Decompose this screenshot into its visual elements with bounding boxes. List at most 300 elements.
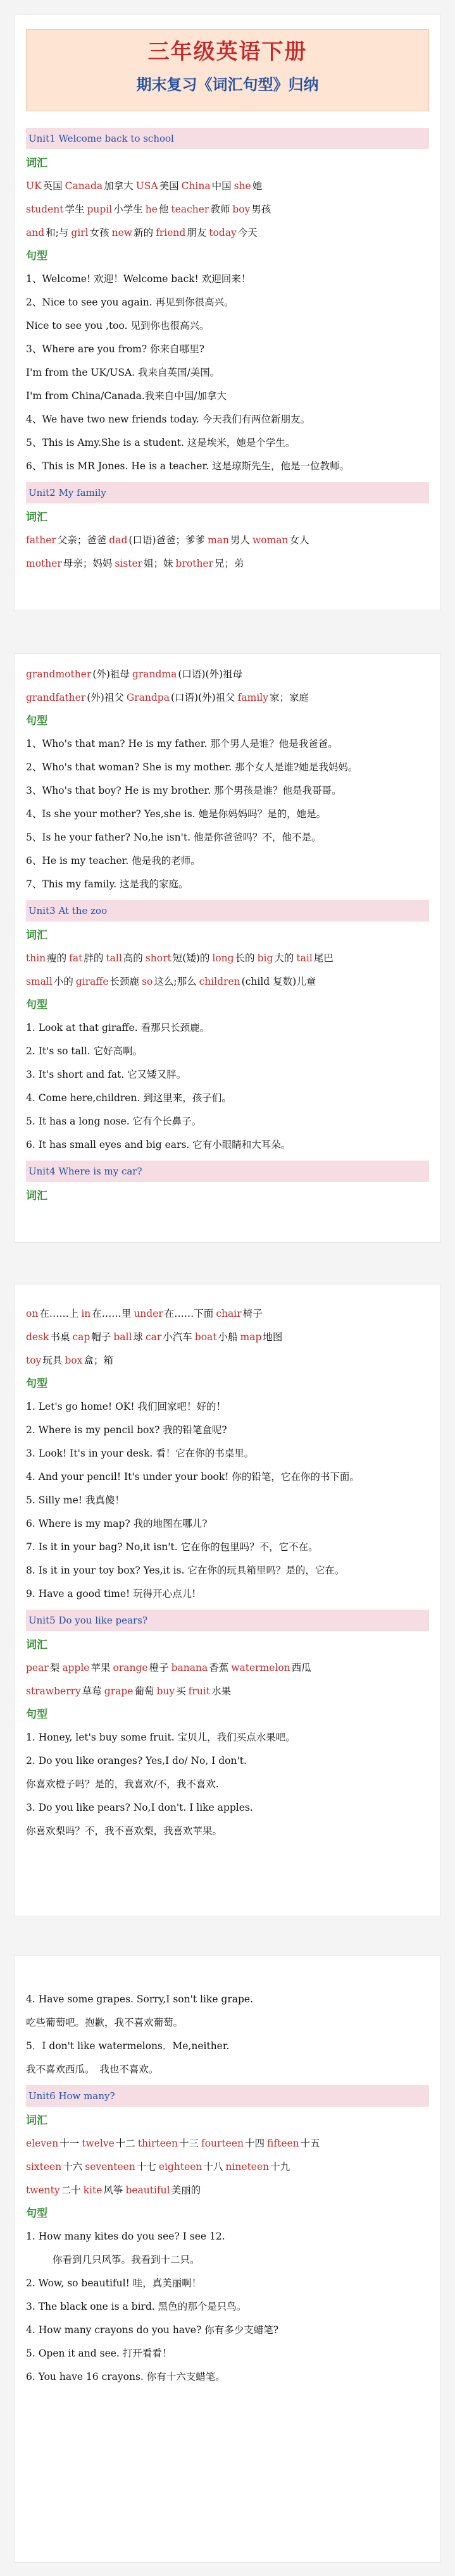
vocab-word: he [145,204,158,215]
vocab-word: strawberry [26,1685,81,1697]
pattern-label: 句型 [26,1708,47,1721]
vocab-meaning: 大的 [274,952,294,964]
vocab-meaning: 小船 [218,1331,238,1343]
vocab-meaning: 朋友 [187,227,207,238]
vocab-item [26,669,131,680]
vocab-item [146,204,170,215]
vocab-meaning: 地图 [263,1331,283,1343]
vocab-row [26,529,429,552]
vocab-word: nineteen [225,2161,270,2172]
vocab-word: tail [296,952,313,964]
title-header [26,29,429,111]
vocab-meaning: 十八 [203,2161,223,2172]
vocab-meaning: 小汽车 [163,1331,192,1343]
vocab-meaning: (口语)(外)祖母 [178,669,243,680]
sentence-line: 1、Welcome! 欢迎！Welcome back! 欢迎回来！ [26,273,251,285]
vocab-meaning: 香蕉 [209,1662,229,1673]
vocab-word: toy [26,1355,42,1366]
vocab-row [26,221,429,245]
vocab-meaning: 新的 [134,227,154,238]
vocab-meaning: 男孩 [251,204,271,215]
vocab-meaning: 梨 [49,1662,60,1673]
vocab-row [26,2132,429,2155]
vocab-meaning: 高的 [123,952,143,964]
vocab-row [26,970,429,994]
vocab-item [212,952,256,964]
vocab-item [146,952,211,964]
vocab-meaning: 球 [133,1331,143,1343]
sentence-line: 2、Nice to see you again. 再见到你很高兴。 [26,297,234,308]
vocab-word: mother [26,558,62,569]
vocab-item [171,1662,230,1673]
vocab-meaning: 父亲；爸爸 [57,534,107,546]
vocab-meaning: 在……下面 [164,1308,214,1319]
vocab-word: dad [109,534,128,546]
vocab-meaning: 十四 [245,2138,265,2149]
vocab-word: eleven [26,2138,59,2149]
vocab-word: apple [62,1662,90,1673]
vocab-word: in [81,1308,91,1319]
vocab-word: twelve [82,2138,115,2149]
vocab-word: student [26,204,64,215]
vocab-item [26,2138,80,2149]
sentence-block [26,1016,429,1157]
vocab-item [76,976,140,987]
vocab-item [26,558,113,569]
vocab-meaning: 风筝 [103,2185,123,2196]
vocab-word: girl [71,227,89,238]
vocab-word: chair [216,1308,242,1319]
vocab-word: brother [175,558,214,569]
vocab-word: long [212,952,234,964]
vocab-word: sister [115,558,143,569]
card-4 [14,1956,441,2563]
vocab-meaning: 和;与 [46,227,69,238]
vocab-meaning: (child 复数)儿童 [241,976,316,987]
pattern-label: 句型 [26,715,47,727]
vocab-row [26,1326,429,1349]
sentence-line: 1. How many kites do you see? I see 12. [26,2231,225,2242]
vocab-block [26,2132,429,2202]
vocab-item [113,1662,170,1673]
vocab-meaning: 西瓜 [291,1662,311,1673]
vocab-word: thin [26,952,46,964]
vocab-word: buy [156,1685,175,1697]
vocab-item [216,1308,263,1319]
vocab-meaning: 小的 [53,976,73,987]
vocab-item [209,227,259,238]
vocab-word: woman [252,534,289,546]
vocab-block [26,175,429,245]
sentence-line: 2. Do you like oranges? Yes,I do/ No, I don't. [26,1755,247,1766]
vocab-meaning: 椅子 [242,1308,263,1319]
card-2 [14,653,441,1243]
vocab-item [127,692,237,703]
vocab-word: China [181,180,211,192]
vocab-meaning: 买 [176,1685,186,1697]
sentence-line: 1、Who's that man? He is my father. 那个男人是谁？他是我爸爸。 [26,738,338,749]
vocab-meaning: 帽子 [91,1331,111,1343]
sentence-line: 4. And your pencil! It's under your book! 你的铅笔，它在你的书下面。 [26,1471,359,1482]
pattern-label: 句型 [26,250,47,262]
vocab-word: under [134,1308,163,1319]
vocab-meaning: 他 [158,204,169,215]
vocab-meaning: 美丽的 [171,2185,201,2196]
vocab-word: short [145,952,171,964]
vocab-item [104,1685,156,1697]
vocab-item [171,204,231,215]
vocab-row [26,1302,429,1326]
vocab-word: man [208,534,229,546]
vocab-block [26,529,429,576]
sentence-line: 7. Is it in your bag? No,it isn't. 它在你的包里吗？不，它不在。 [26,1541,318,1553]
sentence-block [26,1395,429,1606]
vocab-item [225,2161,291,2172]
vocab-item [26,180,64,192]
vocab-word: twenty [26,2185,60,2196]
vocab-item [199,976,318,987]
vocab-item [267,2138,321,2149]
card-3 [14,1284,441,1916]
vocab-row [26,686,429,710]
vocab-word: grape [104,1685,134,1697]
vocab-meaning: 母亲；妈妈 [63,558,113,569]
vocab-meaning: 加拿大 [104,180,134,192]
vocab-row [26,947,429,970]
vocab-label: 词汇 [26,2114,47,2127]
vocab-item [65,180,135,192]
vocab-item [112,227,154,238]
vocab-word: desk [26,1331,49,1343]
sentence-line: 1. Look at that giraffe. 看那只长颈鹿。 [26,1022,210,1033]
vocab-word: UK [26,180,42,192]
page-subtitle: 期末复习《词汇句型》归纳 [136,76,319,94]
vocab-item [156,1685,187,1697]
vocab-word: grandmother [26,669,92,680]
unit-header: Unit5 Do you like pears? [26,1610,429,1631]
sentence-line: 4. Have some grapes. Sorry,I son't like grape. [26,1994,254,2005]
vocab-item [26,952,68,964]
vocab-item [26,204,86,215]
vocab-row [26,2155,429,2179]
sentence-line: Nice to see you ,too. 见到你也很高兴。 [26,320,209,331]
vocab-item [132,669,244,680]
sentence-line: 你喜欢梨吗？不，我不喜欢梨，我喜欢苹果。 [26,1825,223,1837]
sentence-block [26,2225,429,2389]
vocab-block [26,1302,429,1372]
vocab-item [26,976,75,987]
vocab-label: 词汇 [26,157,47,169]
unit-header: Unit2 My family [26,482,429,503]
vocab-item [138,2138,200,2149]
sentence-line: 6. It has small eyes and big ears. 它有小眼睛和大耳朵。 [26,1139,291,1150]
vocab-item [26,227,70,238]
vocab-word: fifteen [267,2138,299,2149]
vocab-item [234,180,264,192]
sentence-line: 4、Is she your mother? Yes,she is. 她是你妈妈吗？是的，她是。 [26,808,327,820]
vocab-item [240,1331,284,1343]
sentence-line: 5. Silly me! 我真傻！ [26,1494,125,1506]
vocab-item [81,1308,132,1319]
vocab-label: 词汇 [26,929,47,942]
vocab-label: 词汇 [26,1190,47,1202]
vocab-meaning: 十九 [270,2161,290,2172]
sentence-line: 5. It has a long nose. 它有个长鼻子。 [26,1116,202,1127]
sentence-block [26,1726,429,1843]
vocab-word: teacher [171,204,209,215]
vocab-meaning: 苹果 [90,1662,111,1673]
vocab-meaning: 中国 [211,180,232,192]
vocab-block [26,663,429,710]
vocab-meaning: 她 [252,180,263,192]
sentence-line: 8. Is it in your toy box? Yes,it is. 它在你的玩具箱里吗？是的，它在。 [26,1565,345,1576]
unit-header: Unit4 Where is my car? [26,1161,429,1182]
vocab-word: new [111,227,133,238]
sentence-line: 6、This is MR Jones. He is a teacher. 这是琼斯先生，他是一位教师。 [26,460,350,472]
vocab-meaning: 二十 [61,2185,81,2196]
vocab-word: big [257,952,273,964]
vocab-meaning: 水果 [211,1685,232,1697]
vocab-item [26,1308,80,1319]
vocab-meaning: 今天 [237,227,258,238]
vocab-word: children [199,976,240,987]
vocab-meaning: 教师 [210,204,230,215]
vocab-meaning: 短(矮)的 [172,952,210,964]
pattern-label: 句型 [26,1377,47,1390]
vocab-item [208,534,251,546]
vocab-item [84,2185,125,2196]
vocab-meaning: 女人 [289,534,309,546]
vocab-word: fourteen [201,2138,244,2149]
vocab-meaning: (口语)爸爸；爹爹 [128,534,205,546]
vocab-meaning: 十二 [115,2138,135,2149]
sentence-line: 2、Who's that woman? She is my mother. 那个女人是谁?她是我妈妈。 [26,761,358,773]
vocab-row [26,198,429,221]
sentence-line: 3、Who's that boy? He is my brother. 那个男孩是谁？他是我哥哥。 [26,785,342,796]
vocab-item [113,1331,144,1343]
vocab-word: small [26,976,53,987]
sentence-line: 6. Where is my map? 我的地图在哪儿? [26,1518,208,1529]
vocab-word: on [26,1308,39,1319]
vocab-meaning: 瘦的 [47,952,67,964]
vocab-word: sixteen [26,2161,62,2172]
vocab-block [26,1656,429,1703]
vocab-row [26,552,429,576]
vocab-meaning: 十七 [136,2161,156,2172]
sentence-line: I'm from the UK/USA. 我来自英国/美国。 [26,367,220,378]
vocab-meaning: 兄；弟 [215,558,244,569]
vocab-word: cap [72,1331,90,1343]
vocab-meaning: 十五 [300,2138,320,2149]
vocab-item [296,952,334,964]
vocab-word: boy [232,204,251,215]
vocab-word: tall [106,952,122,964]
vocab-word: pear [26,1662,49,1673]
vocab-item [156,227,208,238]
vocab-word: banana [171,1662,208,1673]
vocab-row [26,1349,429,1372]
sentence-block [26,268,429,478]
vocab-item [201,2138,266,2149]
vocab-word: kite [83,2185,103,2196]
vocab-word: seventeen [85,2161,135,2172]
vocab-meaning: 胖的 [84,952,104,964]
vocab-word: today [209,227,237,238]
vocab-meaning: 在……里 [92,1308,132,1319]
vocab-item [182,180,233,192]
vocab-word: orange [113,1662,148,1673]
vocab-row [26,1656,429,1680]
vocab-label: 词汇 [26,511,47,524]
sentence-line: 4. How many crayons do you have? 你有多少支蜡笔? [26,2324,279,2336]
vocab-item [82,2138,137,2149]
sentence-block [26,732,429,896]
vocab-meaning: 英国 [42,180,63,192]
vocab-word: watermelon [231,1662,290,1673]
vocab-item [238,692,310,703]
sentence-line: 1. Honey, let's buy some fruit. 宝贝儿，我们买点水果吧。 [26,1732,296,1743]
vocab-item [125,2185,202,2196]
unit-header: Unit6 How many? [26,2085,429,2107]
vocab-meaning: 长的 [235,952,255,964]
sentence-line: 3、Where are you from? 你来自哪里? [26,343,204,355]
vocab-meaning: (口语)(外)祖父 [170,692,235,703]
vocab-word: giraffe [75,976,109,987]
vocab-meaning: 玩具 [42,1355,63,1366]
sentence-line: 3. The black one is a bird. 黑色的那个是只鸟。 [26,2301,247,2312]
vocab-word: family [237,692,269,703]
vocab-item [26,2185,82,2196]
vocab-item [252,534,311,546]
vocab-item [26,1662,61,1673]
vocab-item [232,204,272,215]
vocab-item [106,952,144,964]
vocab-word: USA [135,180,158,192]
sentence-line: 吃些葡萄吧。抱歉，我不喜欢葡萄。 [26,2017,184,2028]
vocab-word: friend [156,227,186,238]
sentence-line: 6. You have 16 crayons. 你有十六支蜡笔。 [26,2371,225,2382]
sentence-line: 2. Where is my pencil box? 我的铅笔盒呢? [26,1424,227,1436]
vocab-block [26,947,429,994]
vocab-item [26,2161,84,2172]
vocab-item [85,2161,158,2172]
vocab-item [115,558,174,569]
vocab-item [62,1662,111,1673]
vocab-word: father [26,534,56,546]
page-title: 三年级英语下册 [147,39,308,65]
unit-header: Unit3 At the zoo [26,900,429,921]
vocab-word: boat [194,1331,217,1343]
vocab-word: ball [113,1331,132,1343]
vocab-meaning: 家；家庭 [270,692,309,703]
sentence-line: 3. Look! It's in your desk. 看！它在你的书桌里。 [26,1448,254,1459]
vocab-meaning: 十三 [178,2138,199,2149]
sentence-line: 4、We have two new friends today. 今天我们有两位新朋友。 [26,414,311,425]
vocab-meaning: 学生 [65,204,85,215]
sentence-line: 5. Open it and see. 打开看看！ [26,2348,172,2359]
sentence-line: I'm from China/Canada.我来自中国/加拿大 [26,390,227,402]
vocab-item [258,952,296,964]
vocab-item [65,1355,115,1366]
vocab-word: Grandpa [126,692,170,703]
vocab-word: fruit [188,1685,210,1697]
sentence-line: 3. It's short and fat. 它又矮又胖。 [26,1069,187,1080]
pattern-label: 句型 [26,2207,47,2220]
vocab-item [26,1355,63,1366]
vocab-item [26,692,125,703]
vocab-meaning: 草莓 [82,1685,102,1697]
vocab-meaning: 橙子 [149,1662,169,1673]
sentence-line: 5、This is Amy.She is a student. 这是埃米，她是个学生。 [26,437,296,448]
sentence-line: 2. It's so tall. 它好高啊。 [26,1045,143,1057]
vocab-item [231,1662,312,1673]
sentence-line: 你喜欢橙子吗？是的，我喜欢/不，我不喜欢. [26,1778,219,1790]
vocab-meaning: 女孩 [89,227,109,238]
vocab-word: so [142,976,153,987]
vocab-meaning: 长颈鹿 [109,976,140,987]
vocab-meaning: 尾巴 [313,952,333,964]
sentence-line: 4. Come here,children. 到这里来，孩子们。 [26,1092,232,1104]
sentence-line: 9. Have a good time! 玩得开心点儿! [26,1588,196,1599]
vocab-label: 词汇 [26,1639,47,1651]
vocab-item [69,952,104,964]
sentence-line: 5、Is he your father? No,he isn't. 他是你爸爸吗？不，他不是。 [26,832,321,843]
vocab-item [72,1331,112,1343]
vocab-meaning: 葡萄 [134,1685,154,1697]
vocab-word: eighteen [158,2161,203,2172]
card-1 [14,15,441,610]
vocab-item [142,976,198,987]
vocab-item [176,558,246,569]
vocab-meaning: 小学生 [113,204,143,215]
vocab-item [26,1331,71,1343]
sentence-line: 2. Wow, so beautiful! 哇，真美丽啊！ [26,2277,202,2289]
sentence-block [26,1988,429,2081]
vocab-meaning: 男人 [230,534,250,546]
vocab-word: beautiful [125,2185,170,2196]
vocab-word: fat [69,952,83,964]
vocab-meaning: (外)祖母 [92,669,130,680]
vocab-item [134,1308,215,1319]
vocab-item [71,227,110,238]
vocab-item [26,1685,103,1697]
vocab-meaning: 在……上 [39,1308,79,1319]
vocab-word: grandfather [26,692,86,703]
vocab-meaning: 这么;那么 [154,976,197,987]
vocab-row [26,2179,429,2202]
vocab-item [109,534,206,546]
vocab-meaning: 盒；箱 [84,1355,113,1366]
vocab-meaning: 十六 [63,2161,83,2172]
vocab-word: pupil [87,204,113,215]
vocab-word: car [145,1331,162,1343]
vocab-row [26,1680,429,1703]
vocab-meaning: 姐；妹 [144,558,173,569]
vocab-item [189,1685,232,1697]
sentence-line: 7、This my family. 这是我的家庭。 [26,878,189,890]
vocab-word: box [65,1355,83,1366]
vocab-meaning: (外)祖父 [87,692,124,703]
vocab-item [159,2161,225,2172]
unit-header: Unit1 Welcome back to school [26,128,429,149]
vocab-word: thirteen [137,2138,178,2149]
vocab-item [87,204,144,215]
sentence-line: 我不喜欢西瓜。 我也不喜欢。 [26,2064,159,2075]
vocab-item [195,1331,239,1343]
sentence-line: 你看到几只风筝。我看到十二只。 [53,2254,200,2265]
vocab-word: she [234,180,251,192]
vocab-word: and [26,227,45,238]
